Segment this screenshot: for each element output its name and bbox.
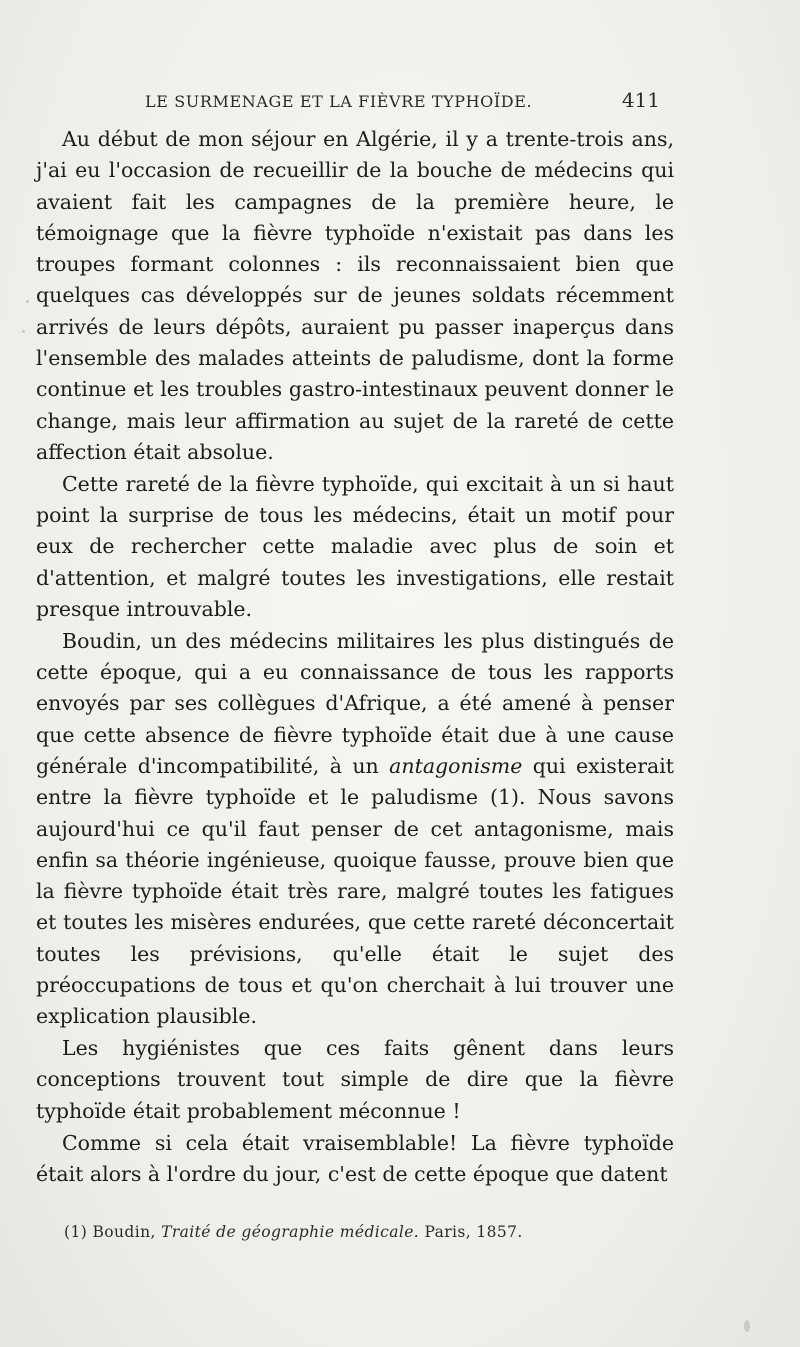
paragraph-4: Les hygiénistes que ces faits gênent dans leurs conceptions trouvent tout simple de dire que la fièvre typhoïde était probablement méconnue ! [36, 1036, 674, 1123]
body-text [36, 124, 674, 1190]
running-title: LE SURMENAGE ET LA FIÈVRE TYPHOÏDE. [145, 92, 533, 111]
paragraph-3 [36, 626, 674, 1033]
emphasis-antagonisme: antagonisme [389, 753, 523, 778]
paragraph-3-part-2: qui existerait entre la fièvre typhoïde et le paludisme (1). Nous savons aujourd'hui ce qu'il faut penser de cet antagonisme, mais enfin sa théorie ingénieuse, quoique fausse, prouve bien que la fièvre typhoïde était très rare, malgré toutes les fatigues et toutes les misères endurées, que cette rareté déconcertait toutes les prévisions, qu'elle était le sujet des préoccupations de tous et qu'on cherchait à lui trouver une explication plausible. [36, 753, 675, 1029]
page-number: 411 [621, 88, 660, 112]
footnote-marker: (1) [64, 1223, 88, 1241]
footnote-publication: Paris, 1857. [424, 1223, 523, 1241]
paragraph-1: Au début de mon séjour en Algérie, il y a trente-trois ans, j'ai eu l'occasion de recueillir de la bouche de médecins qui avaient fait les campagnes de la première heure, le témoignage que la fièvre typhoïde n'existait pas dans les troupes formant colonnes : ils reconnaissaient bien que quelques cas développés sur de jeunes soldats récemment arrivés de leurs dépôts, auraient pu passer inaperçus dans l'ensemble des malades atteints de paludisme, dont la forme continue et les troubles gastro-intestinaux peuvent donner le change, mais leur affirmation au sujet de la rareté de cette affection était absolue. [36, 127, 674, 464]
paragraph-5: Comme si cela était vraisemblable! La fièvre typhoïde était alors à l'ordre du jour, c'est de cette époque que datent [36, 1130, 674, 1186]
paper-speck [744, 1320, 750, 1332]
footnote-author: Boudin, [92, 1223, 156, 1241]
paragraph-3-part-1: Boudin, un des médecins militaires les plus distingués de cette époque, qui a eu connaissance de tous les rapports envoyés par ses collègues d'Afrique, a été amené à penser que cette absence de fièvre typhoïde était due à une cause générale d'incompatibilité, à un [36, 628, 674, 778]
running-head [145, 88, 660, 112]
paper-speck [22, 330, 25, 333]
paragraph-2: Cette rareté de la fièvre typhoïde, qui excitait à un si haut point la surprise de tous les médecins, était un motif pour eux de rechercher cette maladie avec plus de soin et d'attention, et malgré toutes les investigations, elle restait presque introuvable. [36, 471, 674, 621]
footnote-title: Traité de géographie médicale. [161, 1223, 420, 1241]
footnote [64, 1223, 664, 1241]
paper-speck [26, 300, 29, 303]
